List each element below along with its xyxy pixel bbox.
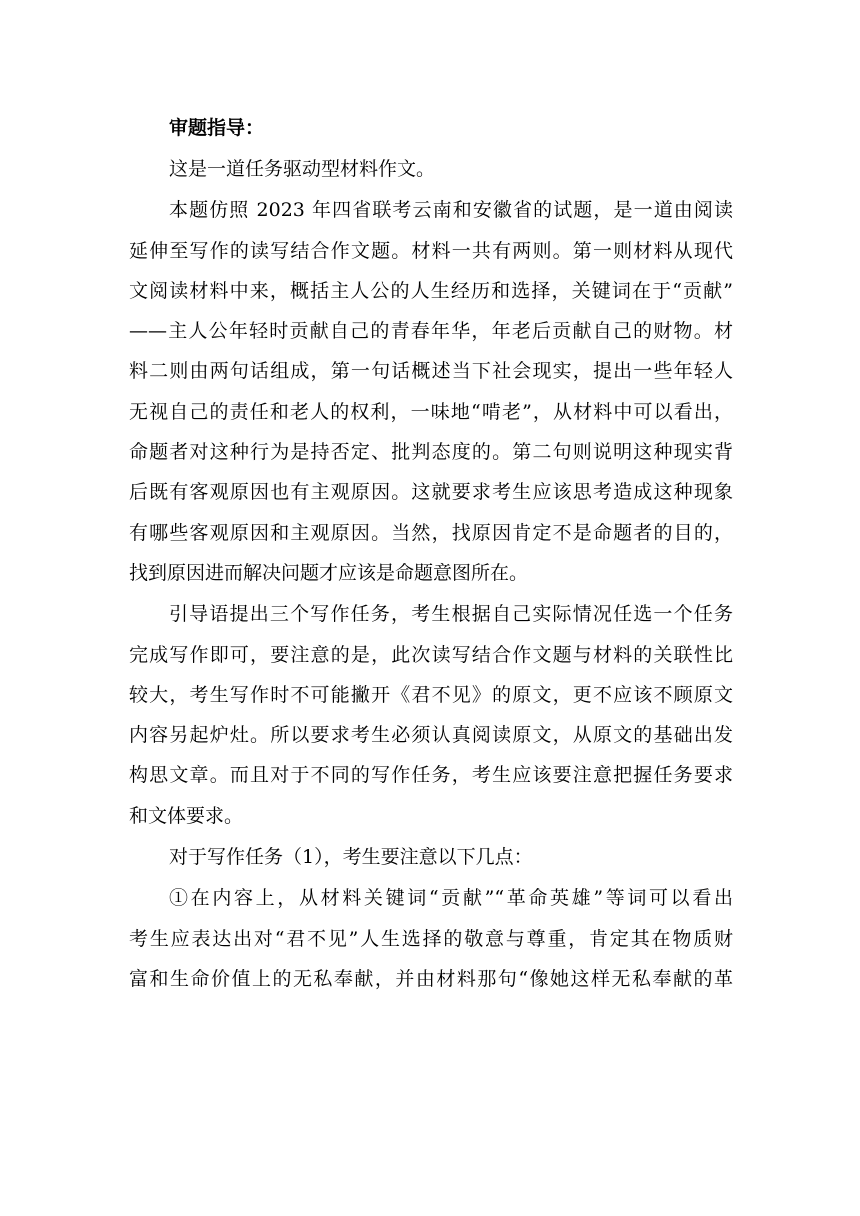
- text-line: 找到原因进而解决问题才应该是命题意图所在。: [129, 561, 529, 584]
- text-line: 内容另起炉灶。所以要求考生必须认真阅读原文，从原文的基础出发: [129, 724, 733, 747]
- text-line: 较大，考生写作时不可能撇开《君不见》的原文，更不应该不顾原文: [129, 683, 733, 706]
- paragraph-intro: [129, 149, 733, 189]
- text-line: 构思文章。而且对于不同的写作任务，考生应该要注意把握任务要求: [129, 764, 733, 787]
- text-line: 对于写作任务（1），考生要注意以下几点：: [169, 846, 533, 869]
- text-line: 完成写作即可，要注意的是，此次读写结合作文题与材料的关联性比: [129, 643, 733, 666]
- text-line: 考生应表达出对“君不见”人生选择的敬意与尊重，肯定其在物质财: [129, 927, 733, 950]
- text-line: 延伸至写作的读写结合作文题。材料一共有两则。第一则材料从现代: [129, 239, 733, 262]
- text-line: ①在内容上，从材料关键词“贡献”“革命英雄”等词可以看出: [169, 887, 733, 910]
- text-line: 后既有客观原因也有主观原因。这就要求考生应该思考造成这种现象: [129, 481, 733, 504]
- text-line: 无视自己的责任和老人的权利，一味地“啃老”，从材料中可以看出，: [129, 400, 733, 423]
- text-line: 文阅读材料中来，概括主人公的人生经历和选择，关键词在于“贡献”: [129, 279, 733, 302]
- section-heading: 审题指导：: [169, 117, 265, 139]
- document-page: [129, 108, 733, 1000]
- text-line: 引导语提出三个写作任务，考生根据自己实际情况任选一个任务: [169, 603, 733, 626]
- paragraph-point-one: [129, 878, 733, 999]
- paragraph-task-guidance: [129, 594, 733, 836]
- text-line: 料二则由两句话组成，第一句话概述当下社会现实，提出一些年轻人: [129, 360, 733, 383]
- paragraph-task-one-intro: [129, 837, 733, 877]
- text-line: ——主人公年轻时贡献自己的青春年华，年老后贡献自己的财物。材: [129, 320, 733, 343]
- text-line: 这是一道任务驱动型材料作文。: [169, 158, 436, 180]
- text-line: 有哪些客观原因和主观原因。当然，找原因肯定不是命题者的目的，: [129, 521, 733, 544]
- text-line: 命题者对这种行为是持否定、批判态度的。第二句则说明这种现实背: [129, 441, 733, 464]
- text-line: 本题仿照 2023 年四省联考云南和安徽省的试题，是一道由阅读: [169, 199, 733, 222]
- text-line: 富和生命价值上的无私奉献，并由材料那句“像她这样无私奉献的革: [129, 967, 733, 990]
- paragraph-material-analysis: [129, 190, 733, 593]
- text-line: 和文体要求。: [129, 804, 244, 827]
